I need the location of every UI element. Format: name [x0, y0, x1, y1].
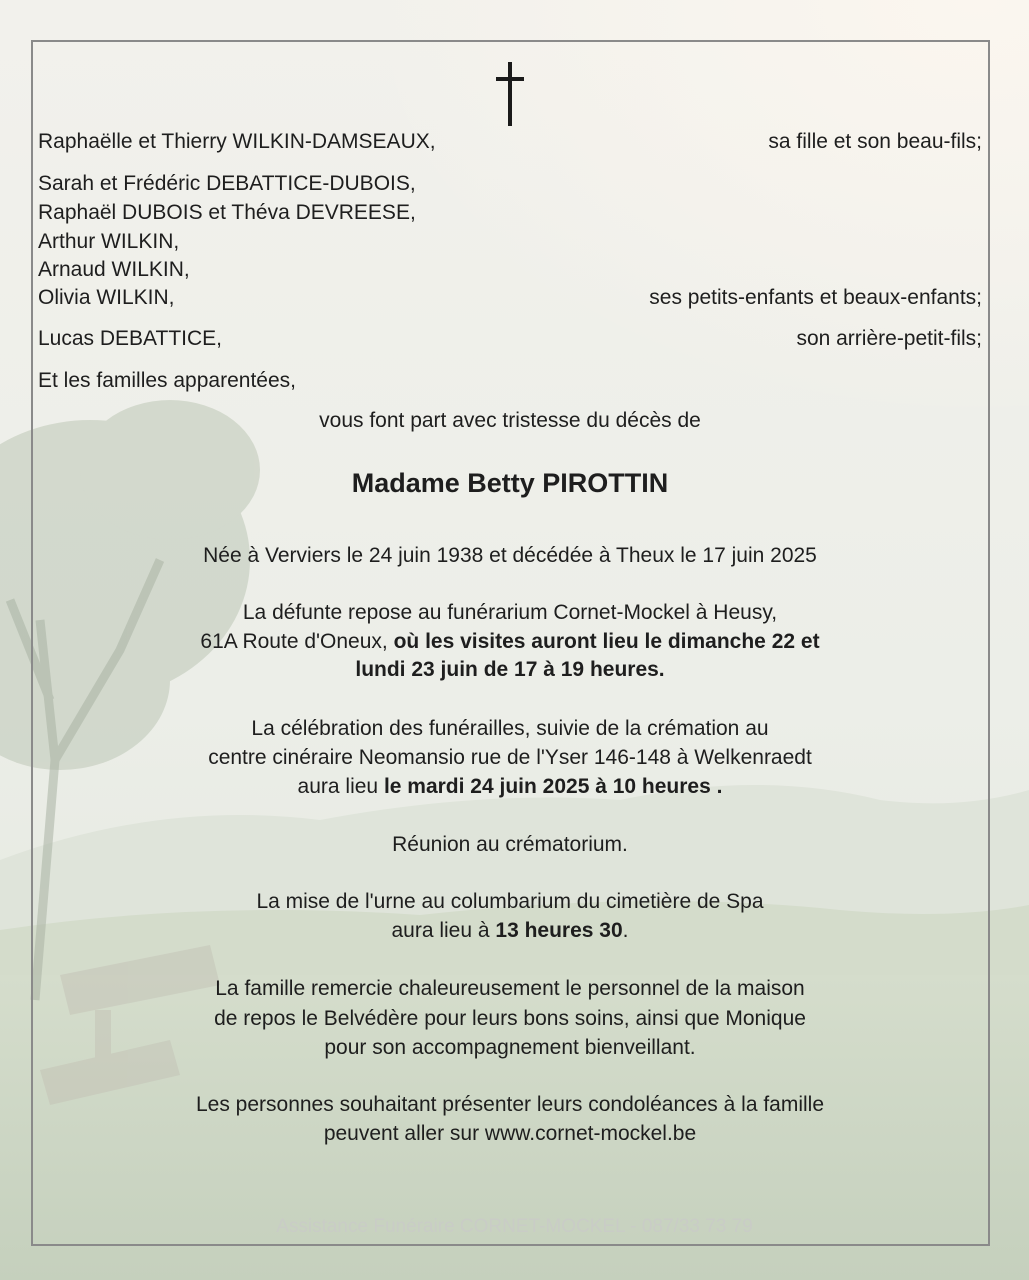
ceremony-date: le mardi 24 juin 2025 à 10 heures . [383, 775, 723, 798]
family-row-children [38, 130, 982, 156]
visits-schedule: où les visites auront lieu le dimanche 22 et [393, 630, 820, 653]
other-families: Et les familles apparentées, [38, 369, 296, 392]
family-row-grandchildren [38, 286, 982, 312]
visits-line-1: La défunte repose au funérarium Cornet-Mockel à Heusy, [242, 601, 778, 624]
urn-intro: aura lieu à [391, 919, 496, 942]
ceremony-intro: aura lieu [297, 775, 384, 798]
family-relation: son arrière-petit-fils; [796, 327, 982, 350]
thanks-line: pour son accompagnement bienveillant. [324, 1036, 696, 1059]
family-names: Lucas DEBATTICE, [38, 327, 222, 350]
family-relation: ses petits-enfants et beaux-enfants; [649, 286, 982, 309]
urn-line-1: La mise de l'urne au columbarium du cimetière de Spa [256, 890, 764, 913]
funeral-home-footer: Assistance Funéraire CORNET-MOCKEL - 087/33 73 79 [276, 1216, 753, 1237]
ceremony-line-2: centre cinéraire Neomansio rue de l'Yser 146-148 à Welkenraedt [208, 746, 812, 769]
grandchild-name: Raphaël DUBOIS et Théva DEVREESE, [38, 201, 416, 224]
family-row-great-grandchild [38, 327, 982, 353]
urn-end: . [622, 919, 629, 942]
cross-icon [495, 62, 525, 126]
thanks-line: de repos le Belvédère pour leurs bons soins, ainsi que Monique [214, 1007, 806, 1030]
family-relation: sa fille et son beau-fils; [768, 130, 982, 153]
urn-time: 13 heures 30 [495, 919, 623, 942]
ceremony-line-1: La célébration des funérailles, suivie de la crémation au [251, 717, 769, 740]
condolences-line: Les personnes souhaitant présenter leurs condoléances à la famille [195, 1093, 825, 1116]
grandchild-name: Arthur WILKIN, [38, 230, 180, 253]
meeting-text: Réunion au crématorium. [392, 833, 628, 856]
visits-line-3: lundi 23 juin de 17 à 19 heures. [355, 658, 665, 681]
urn-line-2 [0, 919, 1020, 943]
ceremony-line-3 [0, 775, 1020, 799]
grandchild-name: Olivia WILKIN, [38, 286, 175, 309]
visits-address: 61A Route d'Oneux, [200, 630, 394, 653]
birth-death-line: Née à Verviers le 24 juin 1938 et décédée à Theux le 17 juin 2025 [203, 544, 817, 567]
announcement-text: vous font part avec tristesse du décès de [319, 409, 701, 432]
grandchild-name: Arnaud WILKIN, [38, 258, 190, 281]
grandchild-name: Sarah et Frédéric DEBATTICE-DUBOIS, [38, 172, 416, 195]
family-names: Raphaëlle et Thierry WILKIN-DAMSEAUX, [38, 130, 436, 153]
deceased-name: Madame Betty PIROTTIN [351, 468, 669, 498]
condolences-line: peuvent aller sur www.cornet-mockel.be [323, 1122, 697, 1145]
thanks-line: La famille remercie chaleureusement le personnel de la maison [215, 977, 805, 1000]
visits-line-2 [0, 630, 1020, 654]
